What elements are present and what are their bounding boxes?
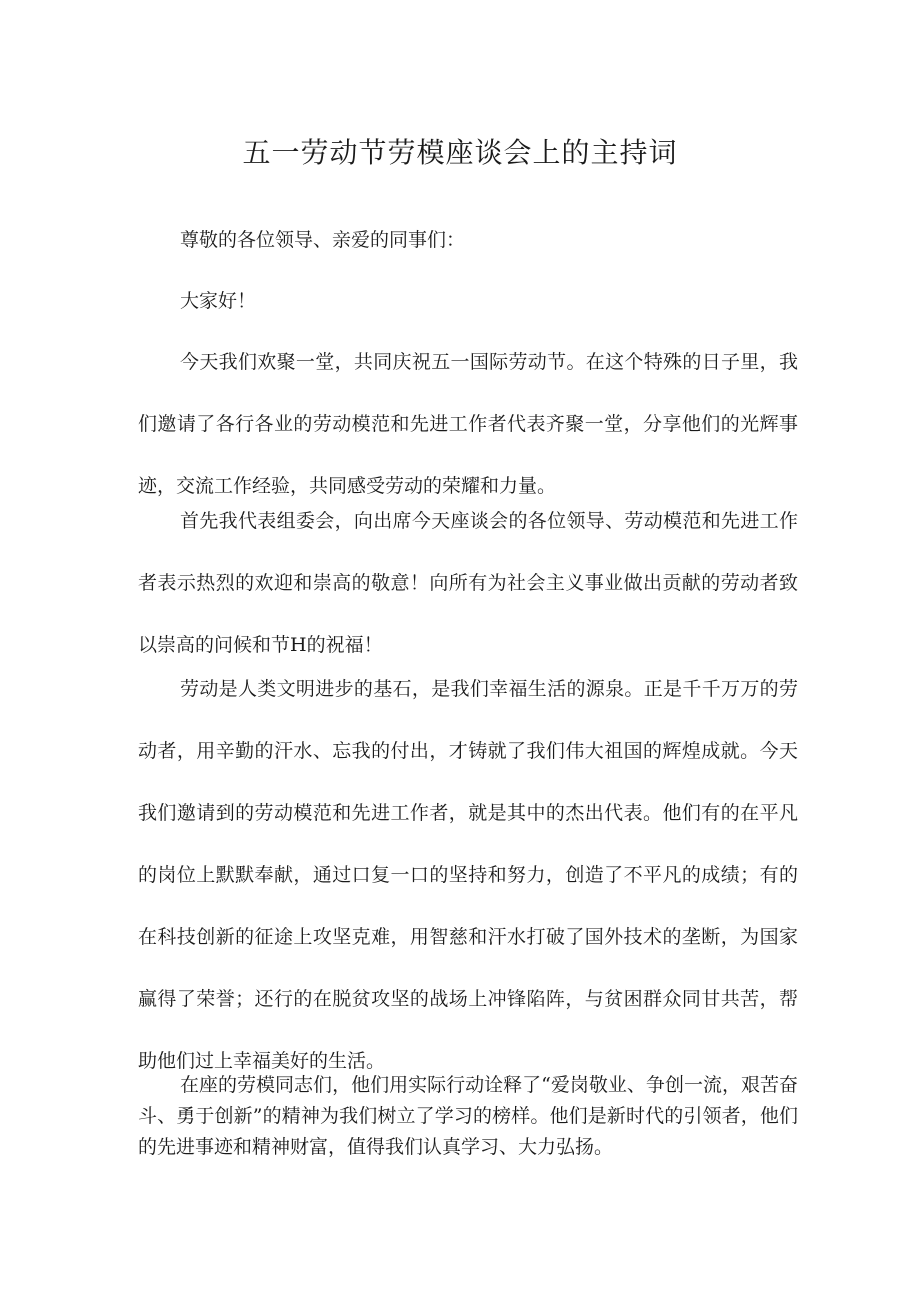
paragraph-welcome: 首先我代表组委会，向出席今天座谈会的各位领导、劳动模范和先进工作者表示热烈的欢迎和崇高的敬意！向所有为社会主义事业做出贡献的劳动者致以崇高的问候和节H的祝福！: [138, 510, 798, 656]
paragraph-opening: 今天我们欢聚一堂，共同庆祝五一国际劳动节。在这个特殊的日子里，我们邀请了各行各业的劳动模范和先进工作者代表齐聚一堂，分享他们的光辉事迹，交流工作经验，共同感受劳动的荣耀和力量。: [138, 351, 798, 497]
salutation: 尊敬的各位领导、亲爱的同事们：: [180, 229, 466, 251]
paragraph-labor: 劳动是人类文明进步的基石，是我们幸福生活的源泉。正是千千万万的劳动者，用辛勤的汗水、忘我的付出，才铸就了我们伟大祖国的辉煌成就。今天我们邀请到的劳动模范和先进工作者，就是其中的杰出代表。他们有的在平凡的岗位上默默奉献，通过口复一口的坚持和努力，创造了不平凡的成绩；有的在科技创新的征途上攻坚克难，用智慈和汗水打破了国外技术的垄断，为国家赢得了荣誉；还行的在脱贫攻坚的战场上冲锋陷阵，与贫困群众同甘共苦，帮助他们过上幸福美好的生活。: [138, 678, 798, 1072]
greeting: 大家好！: [180, 290, 257, 312]
document-title: 五一劳动节劳模座谈会上的主持词: [242, 136, 678, 169]
paragraph-models: 在座的劳模同志们，他们用实际行动诠释了“爱岗敬业、争创一流，艰苦奋斗、勇于创新”的精神为我们树立了学习的榜样。他们是新时代的引领者，他们的先进事迹和精神财富，值得我们认真学习、大力弘扬。: [138, 1074, 798, 1158]
